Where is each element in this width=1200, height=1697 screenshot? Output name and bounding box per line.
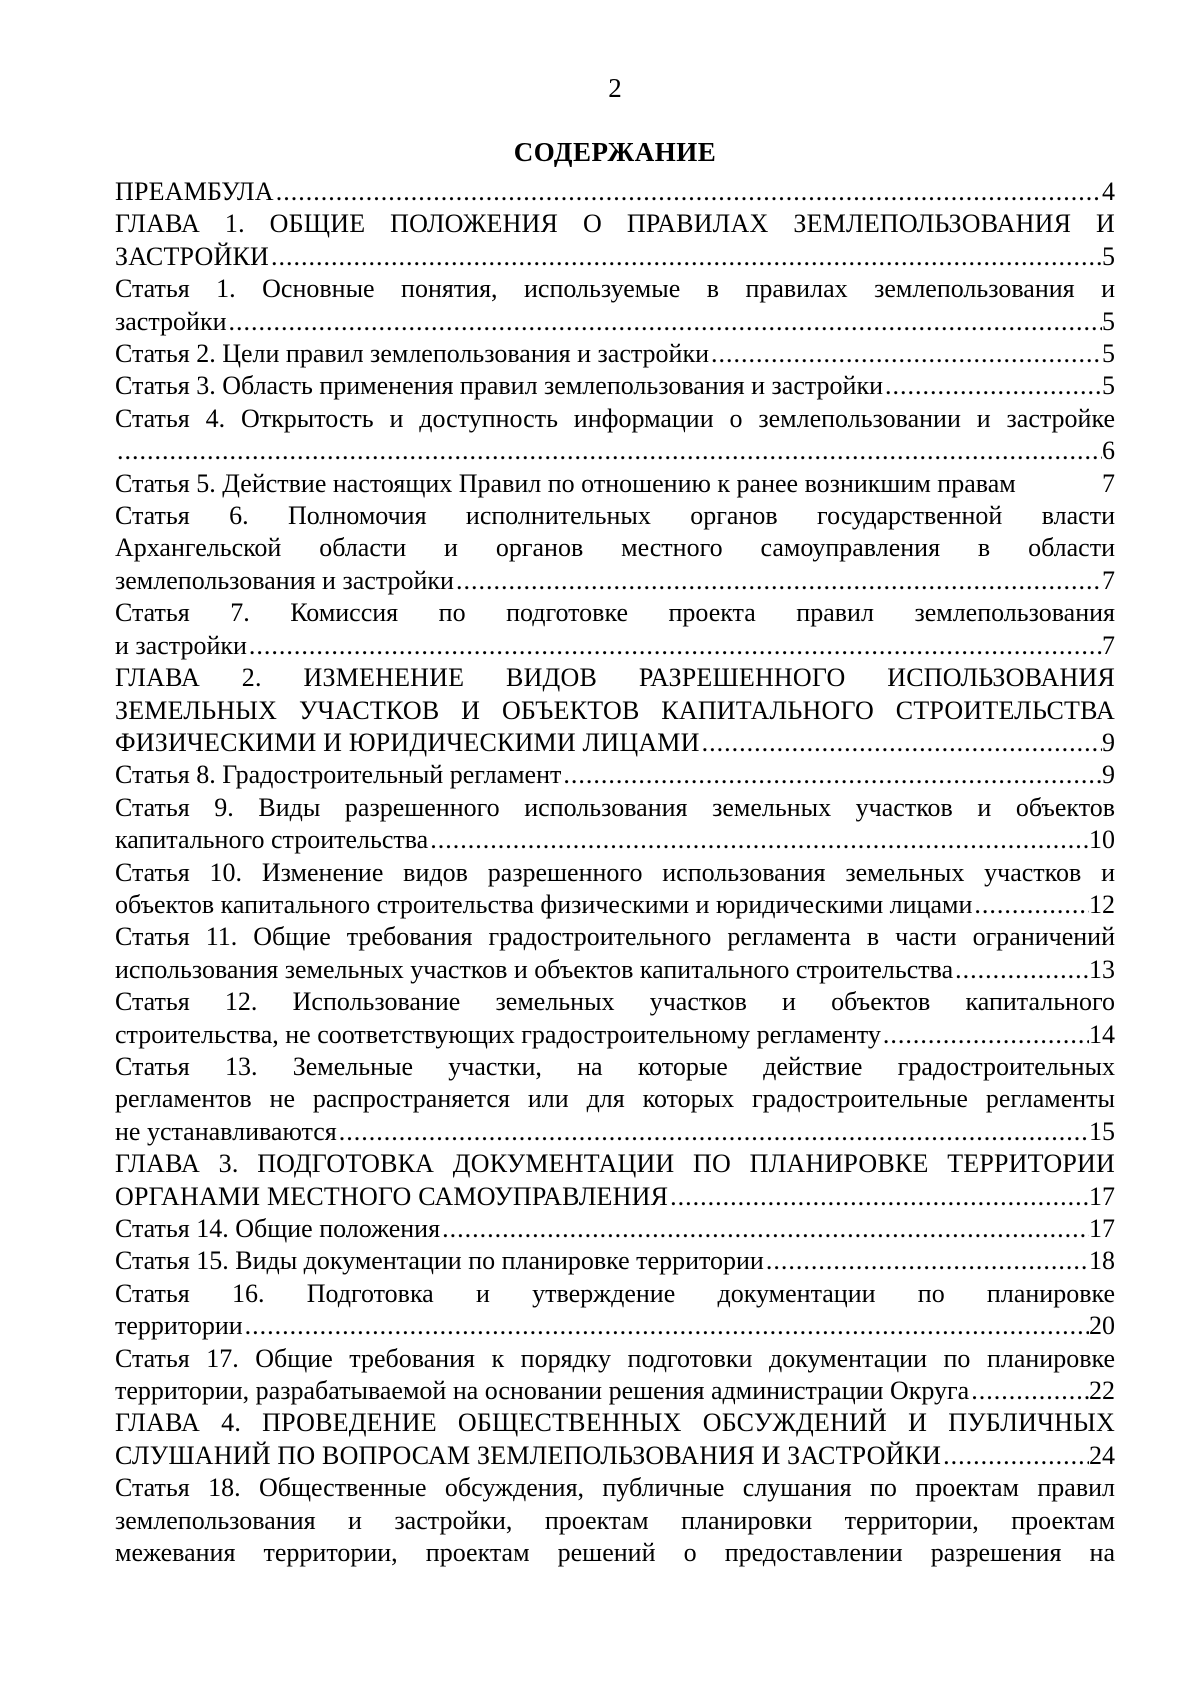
toc-entry-last-line [115,435,1115,467]
toc-entry-last-line [115,1116,1115,1148]
toc-entry-text: застройки [115,306,227,336]
toc-chapter-entry [115,662,1115,759]
toc-entry-last-line [115,954,1115,986]
toc-entry-text: Статья 3. Область применения правил землепользования и застройки [115,371,884,401]
toc-entry-last-line [115,370,1115,402]
toc-entry-line: ГЛАВА 1. ОБЩИЕ ПОЛОЖЕНИЯ О ПРАВИЛАХ ЗЕМЛЕПОЛЬЗОВАНИЯ И [115,209,1115,239]
toc-entry-text: ЗАСТРОЙКИ [115,241,269,271]
toc-entry-text: ПРЕАМБУЛА [115,177,274,206]
toc-leader-dots [454,565,1102,597]
toc-article-entry [115,338,1115,370]
toc-entry-line: Статья 12. Использование земельных участков и объектов капитального [115,987,1115,1017]
toc-page-number: 5 [1102,306,1115,336]
toc-entry-last-line [115,1213,1115,1245]
toc-entry-line: межевания территории, проектам решений о предоставлении разрешения на [115,1538,1115,1568]
toc-leader-dots [972,889,1089,921]
toc-entry-last-line [115,1245,1115,1277]
toc-entry-text: землепользования и застройки [115,565,454,595]
toc-entry-text: использования земельных участков и объектов капитального строительства [115,954,954,984]
toc-entry-text: Статья 2. Цели правил землепользования и застройки [115,339,710,369]
toc-page-number: 20 [1089,1311,1115,1341]
toc-entry-last-line [115,1440,1115,1472]
page-number: 2 [608,73,622,103]
toc-entry-last-line [115,1310,1115,1342]
toc-entry-text: Статья 15. Виды документации по планировке территории [115,1246,764,1276]
toc-entry-text: ОРГАНАМИ МЕСТНОГО САМОУПРАВЛЕНИЯ [115,1181,669,1211]
toc-entry-text: и застройки [115,630,247,660]
toc-entry-line: ЗЕМЕЛЬНЫХ УЧАСТКОВ И ОБЪЕКТОВ КАПИТАЛЬНОГО СТРОИТЕЛЬСТВА [115,695,1115,725]
toc-entry-last-line [115,1181,1115,1213]
toc-entry-line: ГЛАВА 4. ПРОВЕДЕНИЕ ОБЩЕСТВЕННЫХ ОБСУЖДЕНИЙ И ПУБЛИЧНЫХ [115,1408,1115,1438]
toc-entry-last-line [115,306,1115,338]
toc-page-number: 10 [1089,825,1115,855]
toc-entry-last-line [115,176,1115,208]
toc-entry-line: Статья 1. Основные понятия, используемые в правилах землепользования и [115,274,1115,304]
toc-entry-text: ФИЗИЧЕСКИМИ И ЮРИДИЧЕСКИМИ ЛИЦАМИ [115,727,700,757]
toc-entry-line: Статья 6. Полномочия исполнительных органов государственной власти [115,501,1115,531]
toc-page-number: 17 [1089,1214,1115,1243]
toc-leader-dots [953,954,1089,986]
toc-article-entry [115,921,1115,986]
toc-page-number: 5 [1102,241,1115,271]
toc-entry-text: капитального строительства [115,825,429,855]
toc-leader-dots [243,1310,1089,1342]
toc-article-entry [115,597,1115,662]
toc-leader-dots [881,1019,1089,1051]
toc-entry-text: Статья 5. Действие настоящих Правил по отношению к ранее возникшим правам [115,468,1016,498]
toc-leader-dots [269,241,1102,273]
toc-entry-last-line [115,565,1115,597]
toc-chapter-entry [115,1407,1115,1472]
toc-page-number: 4 [1102,177,1115,206]
toc-leader-dots [941,1440,1089,1472]
toc-page-number: 18 [1089,1246,1115,1276]
toc-page-number: 9 [1102,727,1115,757]
toc-article-entry [115,792,1115,857]
toc-page-number: 17 [1089,1181,1115,1211]
toc-entry-line: Статья 16. Подготовка и утверждение документации по планировке [115,1278,1115,1308]
toc-article-entry [115,273,1115,338]
toc-entry-last-line [115,824,1115,856]
toc-entry-line: Статья 10. Изменение видов разрешенного использования земельных участков и [115,857,1115,887]
toc-entry-last-line [115,468,1115,500]
toc-article-entry [115,1343,1115,1408]
toc-entry-line: Статья 7. Комиссия по подготовке проекта правил землепользования [115,598,1115,628]
toc-article-entry [115,1278,1115,1343]
toc-leader-dots [115,435,1102,467]
toc-entry-last-line [115,1019,1115,1051]
toc-leader-dots [440,1213,1089,1245]
toc-entry-last-line [115,759,1115,791]
toc-article-entry [115,1213,1115,1245]
toc-entry-last-line [115,630,1115,662]
toc-entry-text: строительства, не соответствующих градостроительному регламенту [115,1019,881,1049]
toc-entry-line: Статья 13. Земельные участки, на которые действие градостроительных [115,1051,1115,1081]
toc-leader-dots [227,306,1103,338]
toc-article-entry [115,403,1115,468]
toc-entry-line: ГЛАВА 2. ИЗМЕНЕНИЕ ВИДОВ РАЗРЕШЕННОГО ИСПОЛЬЗОВАНИЯ [115,663,1115,693]
toc-entry-text: территории [115,1311,243,1341]
toc-entry-line: землепользования и застройки, проектам планировки территории, проектам [115,1505,1115,1535]
toc-leader-dots [561,759,1102,791]
toc-entry-line: Статья 9. Виды разрешенного использования земельных участков и объектов [115,792,1115,822]
toc-leader-dots [668,1181,1089,1213]
toc-entry-last-line [115,889,1115,921]
toc-article-entry [115,857,1115,922]
toc-page-number: 9 [1102,760,1115,790]
toc-leader-dots [709,338,1102,370]
toc-article-entry [115,759,1115,791]
toc-page-number: 24 [1089,1440,1115,1470]
toc-article-entry [115,1051,1115,1148]
toc-article-entry [115,1472,1115,1569]
toc-entry-line: Статья 17. Общие требования к порядку подготовки документации по планировке [115,1343,1115,1373]
toc-chapter-entry [115,1148,1115,1213]
toc-page-number: 7 [1102,468,1115,498]
toc-entry-text: Статья 8. Градостроительный регламент [115,760,562,790]
toc-article-entry [115,370,1115,402]
toc-page-number: 14 [1089,1019,1115,1049]
toc-page-number: 15 [1089,1116,1115,1146]
toc-entry-line: Статья 4. Открытость и доступность информации о землепользовании и застройке [115,403,1115,433]
toc-entry-line: Статья 11. Общие требования градостроительного регламента в части ограничений [115,922,1115,952]
toc-entry-line: Статья 18. Общественные обсуждения, публичные слушания по проектам правил [115,1473,1115,1503]
toc-leader-dots [883,370,1102,402]
toc-leader-dots [274,176,1102,208]
toc-entry-last-line [115,338,1115,370]
toc-page-number: 5 [1102,371,1115,401]
toc-entry-line: регламентов не распространяется или для которых градостроительные регламенты [115,1084,1115,1114]
toc-leader-dots [764,1245,1089,1277]
toc-page-number: 7 [1102,630,1115,660]
toc-entry-text: объектов капитального строительства физическими и юридическими лицами [115,889,973,919]
toc-page-number: 13 [1089,954,1115,984]
toc-entry-text: СЛУШАНИЙ ПО ВОПРОСАМ ЗЕМЛЕПОЛЬЗОВАНИЯ И ЗАСТРОЙКИ [115,1440,942,1470]
toc-entry-line: ГЛАВА 3. ПОДГОТОВКА ДОКУМЕНТАЦИИ ПО ПЛАНИРОВКЕ ТЕРРИТОРИИ [115,1149,1115,1179]
toc-page-number: 12 [1089,889,1115,919]
toc-entry-text: не устанавливаются [115,1116,337,1146]
toc-title: СОДЕРЖАНИЕ [513,137,717,167]
toc-article-entry [115,1245,1115,1277]
table-of-contents [115,176,1115,1569]
toc-page-number: 6 [1102,436,1115,466]
toc-article-entry [115,468,1115,500]
toc-leader-dots [428,824,1089,856]
toc-article-entry [115,986,1115,1051]
toc-entry-last-line [115,1375,1115,1407]
toc-chapter-entry [115,208,1115,273]
toc-page-number: 22 [1089,1376,1115,1406]
toc-leader-dots [337,1116,1089,1148]
toc-chapter-entry [115,176,1115,208]
toc-page-number: 5 [1102,339,1115,369]
toc-entry-last-line [115,241,1115,273]
toc-entry-text: территории, разрабатываемой на основании решения администрации Округа [115,1376,970,1406]
toc-entry-line: Архангельской области и органов местного самоуправления в области [115,533,1115,563]
toc-page-number: 7 [1102,565,1115,595]
toc-entry-last-line [115,727,1115,759]
toc-entry-text: Статья 14. Общие положения [115,1214,441,1243]
toc-leader-dots [247,630,1102,662]
toc-leader-dots [969,1375,1089,1407]
toc-leader-dots [700,727,1102,759]
toc-article-entry [115,500,1115,597]
